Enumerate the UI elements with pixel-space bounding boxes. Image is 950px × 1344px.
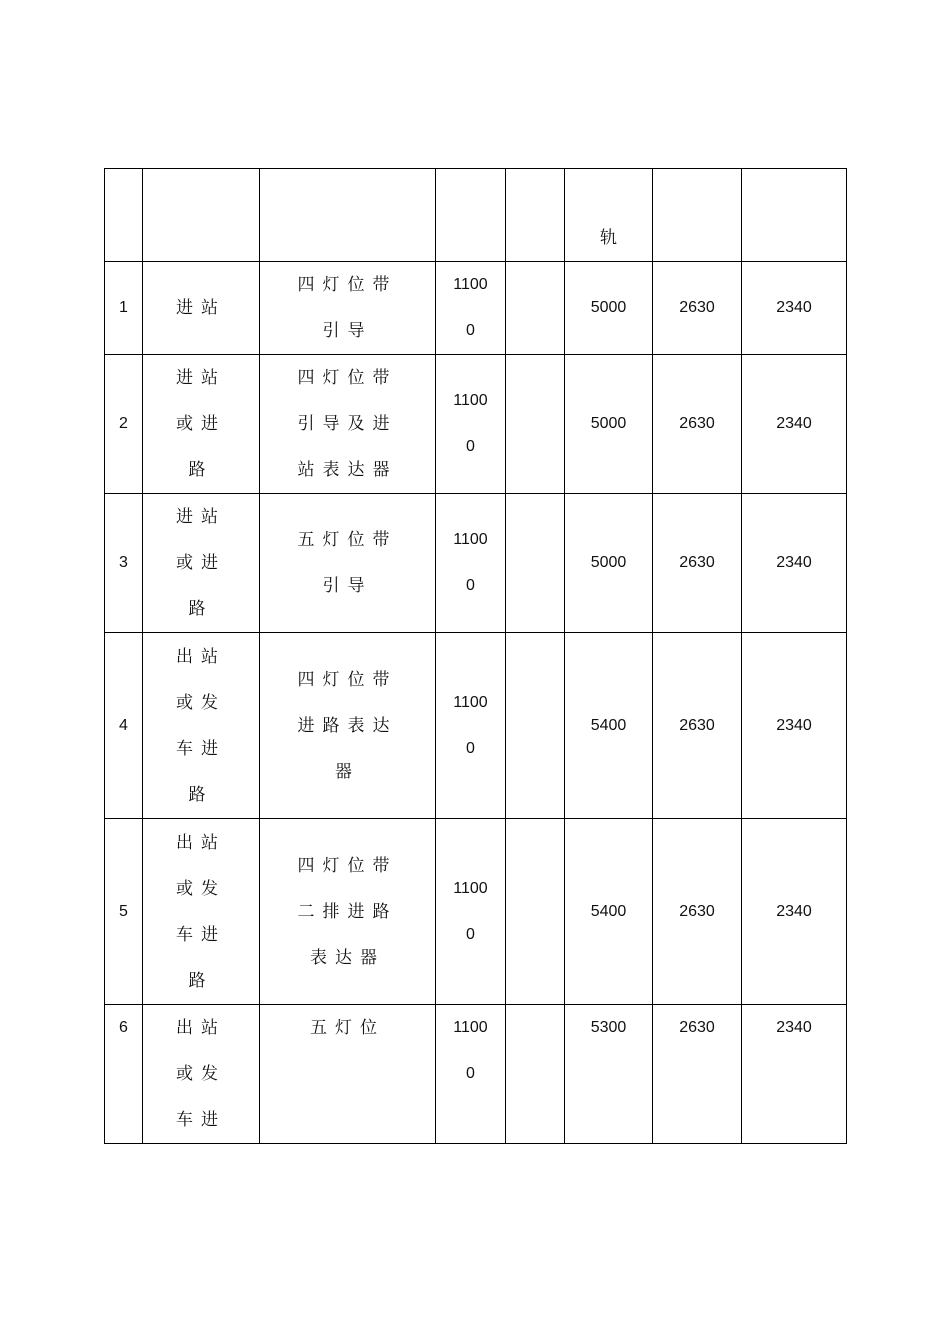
value-cell: 5000 xyxy=(565,262,653,355)
value-cell: 1100 0 xyxy=(436,355,506,494)
value-cell: 2340 xyxy=(742,819,847,1005)
value-cell: 5000 xyxy=(565,355,653,494)
table-row xyxy=(105,819,847,1005)
value-cell xyxy=(506,262,565,355)
table-row xyxy=(105,1005,847,1144)
signal-description: 五灯位带 引导 xyxy=(260,494,436,633)
row-number: 1 xyxy=(105,262,143,355)
value-cell: 5400 xyxy=(565,819,653,1005)
value-cell: 2340 xyxy=(742,262,847,355)
header-cell xyxy=(143,169,260,262)
row-number: 4 xyxy=(105,633,143,819)
signal-description: 四灯位带 引导及进 站表达器 xyxy=(260,355,436,494)
value-cell: 5000 xyxy=(565,494,653,633)
value-cell: 5400 xyxy=(565,633,653,819)
value-cell: 2340 xyxy=(742,494,847,633)
header-cell xyxy=(742,169,847,262)
header-cell: 轨 xyxy=(565,169,653,262)
signal-description: 四灯位带 引导 xyxy=(260,262,436,355)
value-cell: 2630 xyxy=(653,494,742,633)
table-row xyxy=(105,355,847,494)
table-row xyxy=(105,262,847,355)
value-cell: 1100 0 xyxy=(436,262,506,355)
table-header-row xyxy=(105,169,847,262)
row-number: 2 xyxy=(105,355,143,494)
signal-description: 四灯位带 进路表达 器 xyxy=(260,633,436,819)
table-row xyxy=(105,633,847,819)
value-cell: 1100 0 xyxy=(436,494,506,633)
value-cell xyxy=(506,355,565,494)
signal-description: 五灯位 xyxy=(260,1005,436,1144)
value-cell xyxy=(506,494,565,633)
row-number: 3 xyxy=(105,494,143,633)
value-cell: 1100 0 xyxy=(436,633,506,819)
signal-type: 进站 或进 路 xyxy=(143,355,260,494)
value-cell xyxy=(506,1005,565,1144)
value-cell xyxy=(506,819,565,1005)
header-cell xyxy=(653,169,742,262)
signal-data-table xyxy=(104,168,847,1144)
header-cell xyxy=(436,169,506,262)
header-cell xyxy=(506,169,565,262)
header-cell xyxy=(105,169,143,262)
value-cell: 5300 xyxy=(565,1005,653,1144)
signal-type: 出站 或发 车进 路 xyxy=(143,633,260,819)
signal-type: 出站 或发 车进 路 xyxy=(143,819,260,1005)
value-cell: 2630 xyxy=(653,262,742,355)
value-cell: 2630 xyxy=(653,355,742,494)
value-cell: 2630 xyxy=(653,1005,742,1144)
row-number: 5 xyxy=(105,819,143,1005)
signal-type: 出站 或发 车进 xyxy=(143,1005,260,1144)
signal-type: 进站 xyxy=(143,262,260,355)
value-cell: 2630 xyxy=(653,819,742,1005)
value-cell: 2340 xyxy=(742,355,847,494)
value-cell: 1100 0 xyxy=(436,819,506,1005)
header-cell xyxy=(260,169,436,262)
value-cell xyxy=(506,633,565,819)
table-row xyxy=(105,494,847,633)
value-cell: 2340 xyxy=(742,633,847,819)
value-cell: 2340 xyxy=(742,1005,847,1144)
value-cell: 1100 0 xyxy=(436,1005,506,1144)
signal-type: 进站 或进 路 xyxy=(143,494,260,633)
signal-description: 四灯位带 二排进路 表达器 xyxy=(260,819,436,1005)
value-cell: 2630 xyxy=(653,633,742,819)
row-number: 6 xyxy=(105,1005,143,1144)
